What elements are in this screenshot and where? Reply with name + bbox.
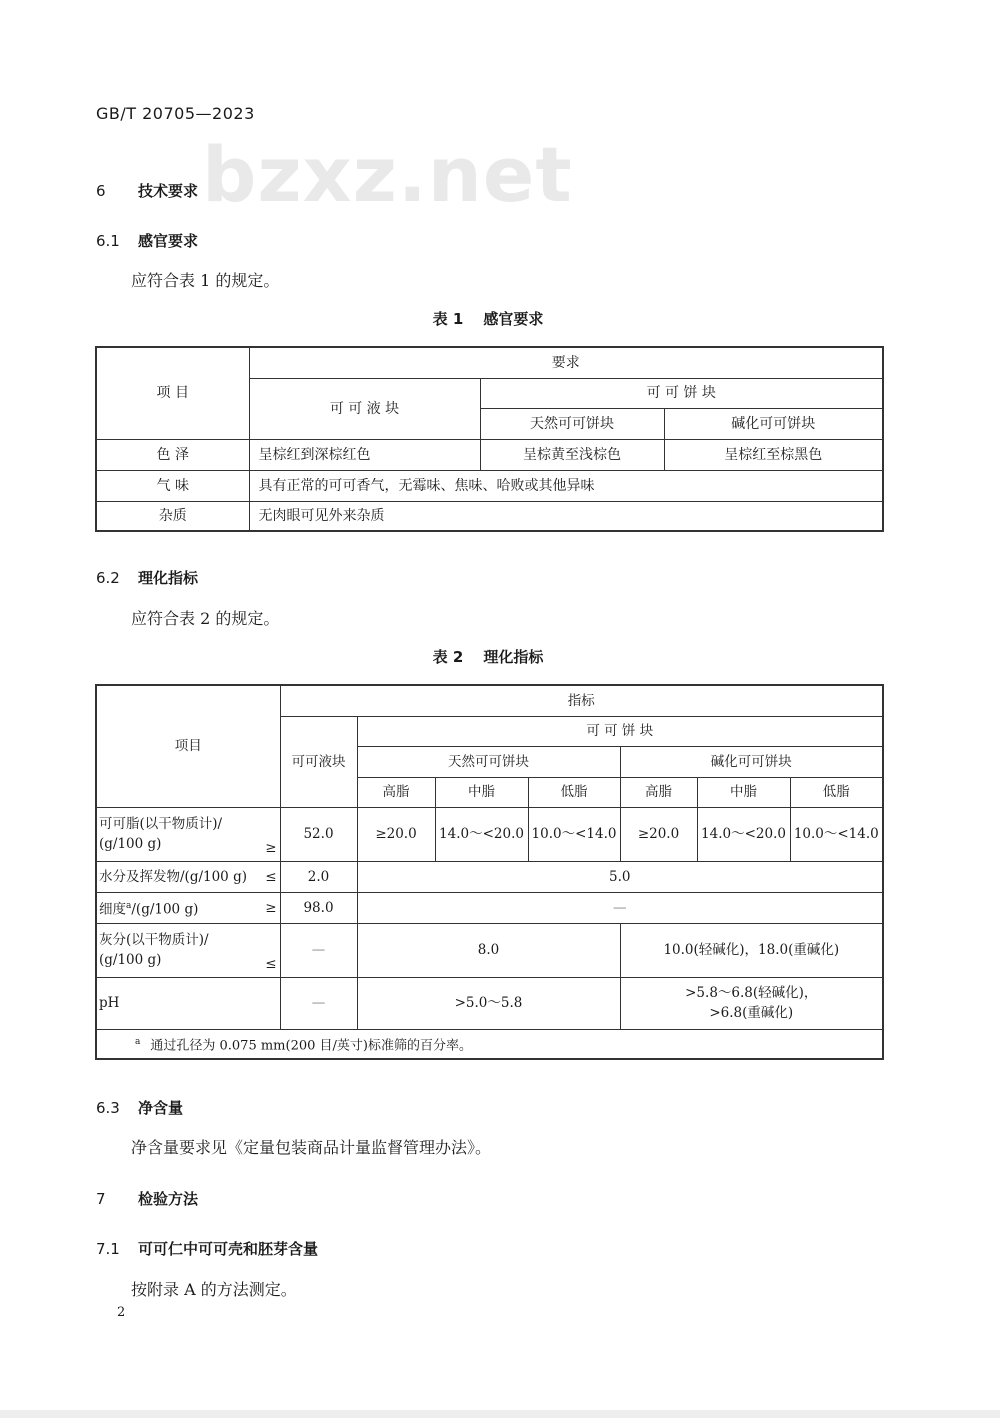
ph-alkalized-line-2: >6.8(重碱化) bbox=[709, 1005, 794, 1021]
section-7-1-heading bbox=[96, 1238, 318, 1259]
t2-header-natural-low: 低脂 bbox=[528, 777, 620, 807]
section-6-1-text: 应符合表 1 的规定。 bbox=[131, 271, 280, 290]
t2-header-natural: 天然可可饼块 bbox=[357, 746, 620, 777]
t1-header-requirement: 要求 bbox=[249, 347, 883, 378]
section-title: 技术要求 bbox=[138, 182, 199, 200]
caption-number: 表 1 bbox=[432, 310, 464, 328]
table-row bbox=[96, 807, 883, 861]
table2-caption bbox=[0, 646, 976, 667]
label-unit: /(g/100 g) bbox=[131, 901, 199, 918]
footnote-mark: a bbox=[135, 1036, 141, 1047]
t2-fineness-liquor: 98.0 bbox=[280, 892, 357, 923]
t2-fat-alkalized-high: ≥20.0 bbox=[620, 807, 697, 861]
section-title: 可可仁中可可壳和胚芽含量 bbox=[138, 1240, 319, 1258]
t2-ash-liquor: — bbox=[280, 923, 357, 977]
watermark: bzxz.net bbox=[202, 130, 573, 219]
table-row bbox=[96, 439, 883, 470]
t2-ph-liquor: — bbox=[280, 977, 357, 1029]
section-number: 7.1 bbox=[96, 1240, 120, 1258]
t1-color-natural: 呈棕黄至浅棕色 bbox=[480, 439, 664, 470]
label-line-2: (g/100 g) bbox=[99, 952, 162, 968]
t1-header-cake: 可 可 饼 块 bbox=[480, 378, 883, 408]
t2-ph-alkalized bbox=[620, 977, 883, 1029]
t2-fat-natural-medium: 14.0～<20.0 bbox=[435, 807, 528, 861]
limit-symbol: ≥ bbox=[265, 839, 277, 856]
section-title: 净含量 bbox=[138, 1099, 184, 1117]
section-number: 6.1 bbox=[96, 232, 120, 250]
t1-odor-value: 具有正常的可可香气，无霉味、焦味、哈败或其他异味 bbox=[249, 470, 883, 501]
t2-header-natural-medium: 中脂 bbox=[435, 777, 528, 807]
caption-title: 理化指标 bbox=[483, 648, 544, 666]
t2-fineness-cake: — bbox=[357, 892, 883, 923]
t2-moisture-cake: 5.0 bbox=[357, 861, 883, 892]
caption-title: 感官要求 bbox=[483, 310, 544, 328]
t1-header-item: 项 目 bbox=[96, 347, 249, 439]
label-line-1: 可可脂(以干物质计)/ bbox=[99, 816, 223, 832]
t2-fat-alkalized-low: 10.0～<14.0 bbox=[790, 807, 883, 861]
section-number: 6.2 bbox=[96, 569, 120, 587]
t2-footnote bbox=[96, 1029, 883, 1059]
section-6-3-heading bbox=[96, 1097, 183, 1118]
section-6-2-heading bbox=[96, 567, 198, 588]
section-number: 6.3 bbox=[96, 1099, 120, 1117]
t1-item-color: 色 泽 bbox=[96, 439, 249, 470]
t2-ash-alkalized: 10.0(轻碱化)，18.0(重碱化) bbox=[620, 923, 883, 977]
table-row bbox=[96, 470, 883, 501]
section-6-2-text: 应符合表 2 的规定。 bbox=[131, 609, 280, 628]
t2-header-alkalized-medium: 中脂 bbox=[697, 777, 790, 807]
t1-header-liquor: 可 可 液 块 bbox=[249, 378, 480, 439]
t2-header-liquor: 可可液块 bbox=[280, 716, 357, 807]
t2-moisture-liquor: 2.0 bbox=[280, 861, 357, 892]
section-6-3-text: 净含量要求见《定量包装商品计量监督管理办法》。 bbox=[131, 1138, 492, 1157]
t2-label-fineness bbox=[96, 892, 280, 923]
caption-number: 表 2 bbox=[432, 648, 464, 666]
section-number: 6 bbox=[96, 182, 106, 200]
section-number: 7 bbox=[96, 1190, 106, 1208]
table-row bbox=[96, 892, 883, 923]
t2-label-ph: pH bbox=[96, 977, 280, 1029]
t1-impurity-value: 无肉眼可见外来杂质 bbox=[249, 501, 883, 531]
table2-physicochemical bbox=[95, 684, 884, 1060]
page-bottom-edge bbox=[0, 1410, 1000, 1418]
t2-fat-liquor: 52.0 bbox=[280, 807, 357, 861]
table-row bbox=[96, 861, 883, 892]
t2-fat-alkalized-medium: 14.0～<20.0 bbox=[697, 807, 790, 861]
page-number: 2 bbox=[117, 1305, 126, 1320]
t2-header-alkalized-low: 低脂 bbox=[790, 777, 883, 807]
table-row bbox=[96, 977, 883, 1029]
footnote-text: 通过孔径为 0.075 mm(200 目/英寸)标准筛的百分率。 bbox=[150, 1037, 472, 1053]
t2-header-alkalized: 碱化可可饼块 bbox=[620, 746, 883, 777]
section-7-heading bbox=[96, 1188, 198, 1209]
t1-header-natural: 天然可可饼块 bbox=[480, 408, 664, 439]
limit-symbol: ≤ bbox=[265, 868, 277, 885]
t2-label-ash bbox=[96, 923, 280, 977]
t2-ash-natural: 8.0 bbox=[357, 923, 620, 977]
t1-header-alkalized: 碱化可可饼块 bbox=[664, 408, 883, 439]
table-row bbox=[96, 1029, 883, 1059]
label-text: 水分及挥发物/(g/100 g) bbox=[99, 868, 247, 885]
label-line-2: (g/100 g) bbox=[99, 836, 162, 852]
t1-color-liquor: 呈棕红到深棕红色 bbox=[249, 439, 480, 470]
t2-fat-natural-low: 10.0～<14.0 bbox=[528, 807, 620, 861]
section-7-1-text: 按附录 A 的方法测定。 bbox=[131, 1280, 297, 1299]
section-6-heading bbox=[96, 180, 198, 201]
table1-sensory bbox=[95, 346, 884, 532]
section-title: 检验方法 bbox=[138, 1190, 199, 1208]
section-6-1-heading bbox=[96, 230, 198, 251]
footnote-ref: a bbox=[126, 900, 132, 911]
table-row bbox=[96, 501, 883, 531]
t2-header-alkalized-high: 高脂 bbox=[620, 777, 697, 807]
limit-symbol: ≤ bbox=[265, 955, 277, 972]
limit-symbol: ≥ bbox=[265, 899, 277, 916]
t2-header-natural-high: 高脂 bbox=[357, 777, 435, 807]
t2-header-index: 指标 bbox=[280, 685, 883, 716]
table-row bbox=[96, 923, 883, 977]
t2-fat-natural-high: ≥20.0 bbox=[357, 807, 435, 861]
standard-code: GB/T 20705—2023 bbox=[96, 104, 255, 123]
label-line-1: 灰分(以干物质计)/ bbox=[99, 932, 209, 948]
t2-header-item: 项目 bbox=[96, 685, 280, 807]
t2-header-cake: 可 可 饼 块 bbox=[357, 716, 883, 746]
t1-item-odor: 气 味 bbox=[96, 470, 249, 501]
table1-caption bbox=[0, 308, 976, 329]
t1-color-alkalized: 呈棕红至棕黑色 bbox=[664, 439, 883, 470]
ph-alkalized-line-1: >5.8～6.8(轻碱化)， bbox=[685, 985, 818, 1001]
t2-label-cocoa-butter bbox=[96, 807, 280, 861]
label-text: 细度 bbox=[99, 901, 126, 918]
t2-ph-natural: >5.0～5.8 bbox=[357, 977, 620, 1029]
section-title: 感官要求 bbox=[138, 232, 199, 250]
section-title: 理化指标 bbox=[138, 569, 199, 587]
t2-label-moisture bbox=[96, 861, 280, 892]
t1-item-impurity: 杂质 bbox=[96, 501, 249, 531]
